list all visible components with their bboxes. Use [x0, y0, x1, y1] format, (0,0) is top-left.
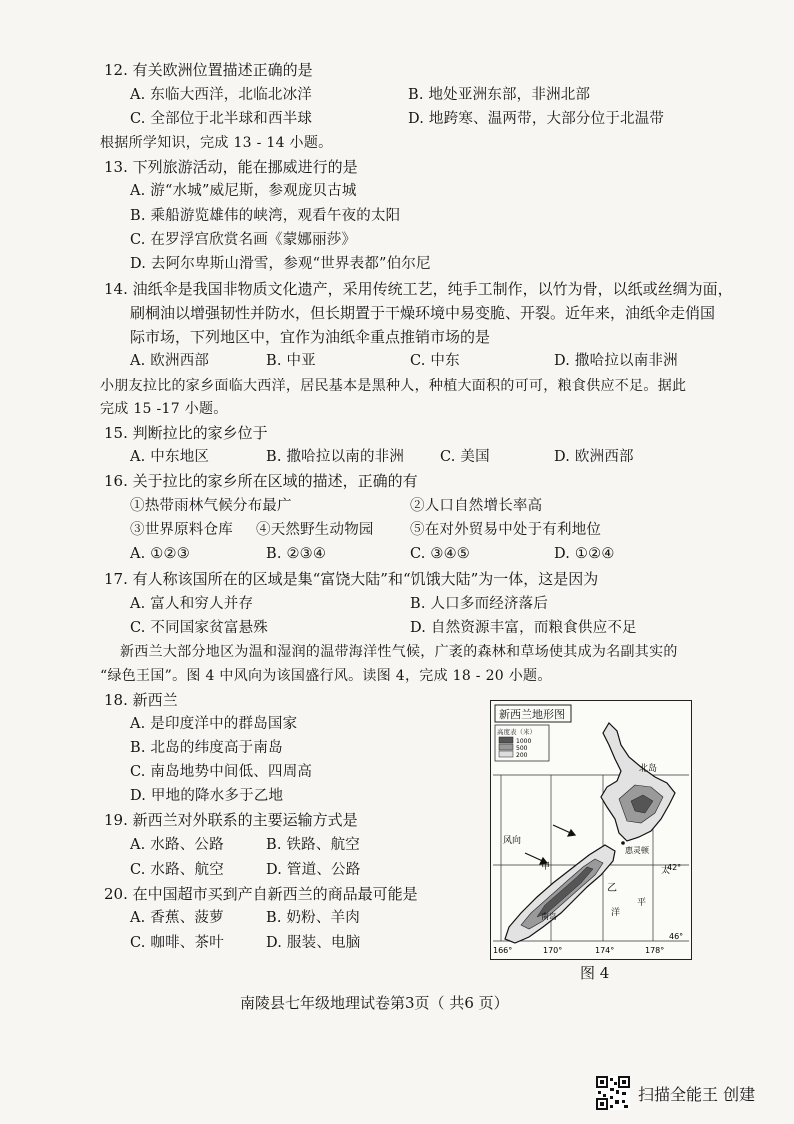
legend-label-200: 200: [516, 752, 528, 759]
q17-option-d: D. 自然资源丰富，而粮食供应不足: [410, 620, 637, 636]
intro-15-17-line1: 小朋友拉比的家乡面临大西洋，居民基本是黑种人，种植大面积的可可，粮食供应不足。据此: [100, 378, 687, 394]
label-lon-166: 166°: [493, 946, 513, 955]
q20-option-b: B. 奶粉、羊肉: [266, 910, 360, 926]
q16-item-5: ⑤在对外贸易中处于有利地位: [410, 522, 602, 538]
q14-option-d: D. 撒哈拉以南非洲: [554, 353, 678, 369]
q19-option-d: D. 管道、公路: [266, 862, 361, 878]
q20-stem: 20. 在中国超市买到产自新西兰的商品最可能是: [104, 885, 418, 903]
q13-option-a: A. 游“水城”威尼斯，参观庞贝古城: [130, 183, 357, 199]
legend-swatch-1000: [499, 737, 513, 743]
legend-label-1000: 1000: [516, 738, 532, 745]
new-zealand-map: [490, 700, 692, 960]
q12-stem: 12. 有关欧洲位置描述正确的是: [104, 61, 313, 79]
scanner-app-label: 扫描全能王 创建: [638, 1085, 756, 1104]
label-lon-178: 178°: [645, 946, 665, 955]
q20-option-d: D. 服装、电脑: [266, 935, 361, 951]
q13-option-c: C. 在罗浮宫欣赏名画《蒙娜丽莎》: [130, 232, 357, 248]
intro-15-17-line2: 完成 15 -17 小题。: [100, 401, 228, 417]
q12-option-b: B. 地处亚洲东部，非洲北部: [408, 87, 591, 103]
q14-option-a: A. 欧洲西部: [130, 353, 210, 369]
label-wellington: 惠灵顿: [625, 846, 649, 855]
q16-option-d: D. ①②④: [554, 546, 615, 562]
q14-stem-line2: 刷桐油以增强韧性并防水，但长期置于干燥环境中易变脆、开裂。近年来，油纸伞走俏国: [130, 304, 716, 322]
q15-option-a: A. 中东地区: [130, 449, 210, 465]
q17-stem: 17. 有人称该国所在的区域是集“富饶大陆”和“饥饿大陆”为一体，这是因为: [104, 570, 599, 588]
q19-option-b: B. 铁路、航空: [266, 837, 360, 853]
wellington-dot: [621, 841, 625, 845]
q18-option-c: C. 南岛地势中间低、四周高: [130, 764, 313, 780]
label-lon-174: 174°: [595, 946, 615, 955]
q19-option-a: A. 水路、公路: [130, 837, 224, 853]
label-ocean-yang: 洋: [611, 908, 621, 918]
map-title: 新西兰地形图: [499, 708, 565, 721]
intro-18-20-line2: “绿色王国”。图 4 中风向为该国盛行风。读图 4，完成 18 - 20 小题。: [100, 668, 552, 684]
q19-stem: 19. 新西兰对外联系的主要运输方式是: [104, 811, 358, 829]
qr-code-icon: [596, 1076, 630, 1110]
q13-option-d: D. 去阿尔卑斯山滑雪，参观“世界表都”伯尔尼: [130, 256, 431, 272]
q16-item-2: ②人口自然增长率高: [410, 498, 543, 514]
q13-stem: 13. 下列旅游活动，能在挪威进行的是: [104, 158, 358, 176]
q15-option-b: B. 撒哈拉以南的非洲: [266, 449, 405, 465]
q16-item-3: ③世界原料仓库: [130, 522, 233, 538]
label-south-island: 南岛: [541, 912, 557, 921]
legend-swatch-200: [499, 751, 513, 757]
wind-arrows: [525, 825, 575, 864]
q15-option-d: D. 欧洲西部: [554, 449, 634, 465]
figure-caption: 图 4: [580, 964, 610, 982]
legend-label-500: 500: [516, 745, 528, 752]
q16-item-4: ④天然野生动物园: [256, 522, 374, 538]
q18-option-a: A. 是印度洋中的群岛国家: [130, 716, 298, 732]
q20-option-c: C. 咖啡、茶叶: [130, 935, 224, 951]
q14-option-b: B. 中亚: [266, 353, 316, 369]
q14-stem-line3: 际市场，下列地区中，宜作为油纸伞重点推销市场的是: [130, 328, 491, 346]
q18-option-b: B. 北岛的纬度高于南岛: [130, 740, 283, 756]
q18-stem: 18. 新西兰: [104, 691, 178, 709]
q17-option-b: B. 人口多而经济落后: [410, 596, 549, 612]
q16-option-c: C. ③④⑤: [410, 546, 470, 562]
q19-option-c: C. 水路、航空: [130, 862, 224, 878]
q16-option-b: B. ②③④: [266, 546, 327, 562]
q17-option-a: A. 富人和穷人并存: [130, 596, 254, 612]
q13-option-b: B. 乘船游览雄伟的峡湾，观看午夜的太阳: [130, 208, 401, 224]
q16-option-a: A. ①②③: [130, 546, 190, 562]
q18-option-d: D. 甲地的降水多于乙地: [130, 788, 284, 804]
page-footer: 南陵县七年级地理试卷第3页（ 共6 页）: [240, 994, 509, 1012]
q12-option-a: A. 东临大西洋，北临北冰洋: [130, 87, 312, 103]
q16-stem: 16. 关于拉比的家乡所在区域的描述，正确的有: [104, 472, 418, 490]
south-island-shape: [505, 845, 615, 943]
label-ocean-ping: 平: [637, 898, 647, 908]
label-lat-46: 46°: [669, 932, 684, 941]
label-lon-170: 170°: [543, 946, 563, 955]
q14-option-c: C. 中东: [410, 353, 460, 369]
label-jia: 甲: [541, 862, 551, 872]
label-ocean-tai: 太: [661, 866, 671, 876]
q14-stem-line1: 14. 油纸伞是我国非物质文化遗产，采用传统工艺，纯手工制作，以竹为骨，以纸或丝绸为面，: [104, 280, 733, 298]
label-lat-42: 42°: [667, 863, 682, 872]
q17-option-c: C. 不同国家贫富悬殊: [130, 620, 268, 636]
q12-option-d: D. 地跨寒、温两带，大部分位于北温带: [408, 111, 665, 127]
q15-option-c: C. 美国: [440, 449, 490, 465]
scanner-watermark: [596, 1074, 786, 1114]
north-island-shape: [601, 723, 675, 841]
q12-option-c: C. 全部位于北半球和西半球: [130, 111, 313, 127]
q16-item-1: ①热带雨林气候分布最广: [130, 498, 292, 514]
legend-swatch-500: [499, 744, 513, 750]
wind-label: 风向: [503, 836, 522, 846]
label-north-island: 北岛: [639, 764, 658, 774]
q15-stem: 15. 判断拉比的家乡位于: [104, 424, 268, 442]
q20-option-a: A. 香蕉、菠萝: [130, 910, 224, 926]
intro-18-20-line1: 新西兰大部分地区为温和湿润的温带海洋性气候，广袤的森林和草场使其成为名副其实的: [120, 644, 678, 660]
label-yi: 乙: [607, 883, 617, 894]
legend-title: 高度表（米）: [497, 728, 536, 736]
intro-13-14: 根据所学知识，完成 13 - 14 小题。: [100, 135, 333, 151]
